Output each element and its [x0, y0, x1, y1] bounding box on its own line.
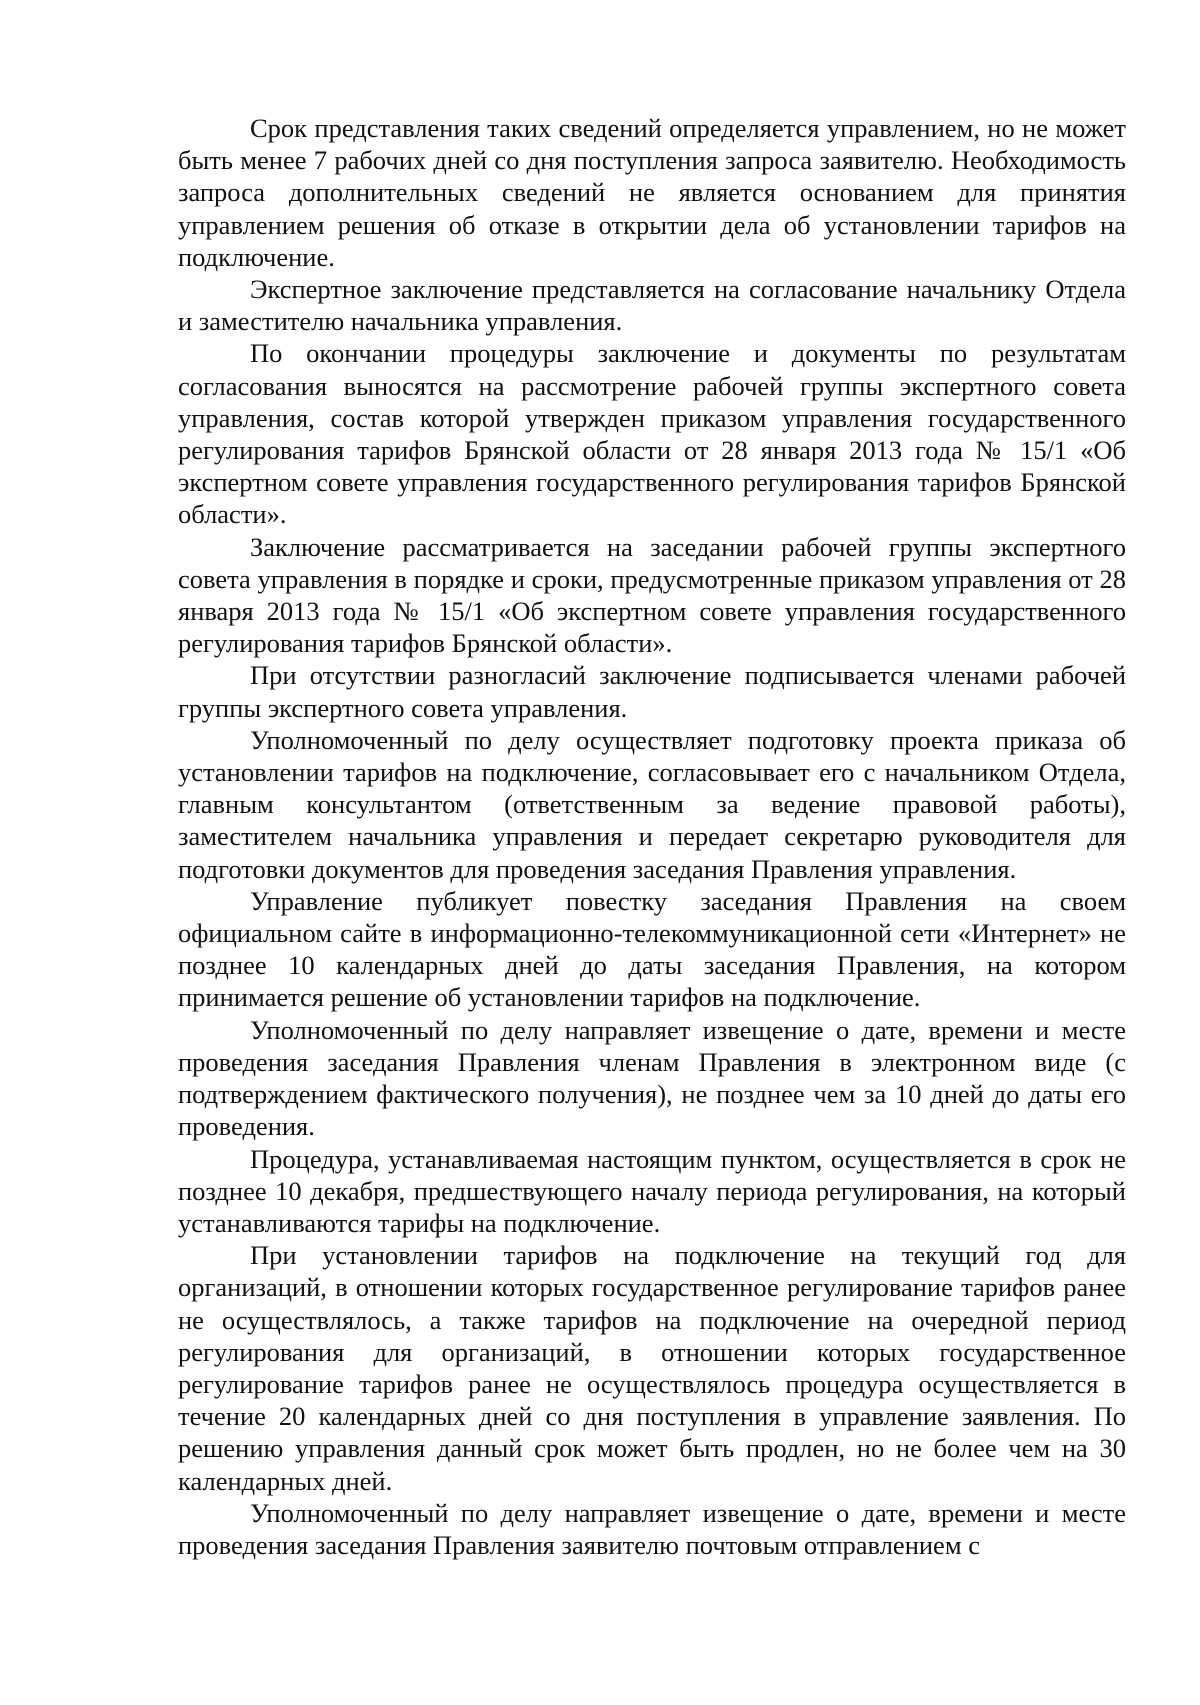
document-body	[178, 112, 1126, 1561]
paragraph: Управление публикует повестку заседания Правления на своем официальном сайте в информационно-телекоммуникационной сети «Интернет» не позднее 10 календарных дней до даты заседания Правления, на котором принимается решение об установлении тарифов на подключение.	[178, 885, 1126, 1013]
paragraph: По окончании процедуры заключение и документы по результатам согласования выносятся на рассмотрение рабочей группы экспертного совета управления, состав которой утвержден приказом управления государственного регулирования тарифов Брянской области от 28 января 2013 года № 15/1 «Об экспертном совете управления государственного регулирования тарифов Брянской области».	[178, 338, 1126, 530]
paragraph: Уполномоченный по делу направляет извещение о дате, времени и месте проведения заседания Правления членам Правления в электронном виде (с подтверждением фактического получения), не позднее чем за 10 дней до даты его проведения.	[178, 1014, 1126, 1142]
paragraph: Экспертное заключение представляется на согласование начальнику Отдела и заместителю начальника управления.	[178, 274, 1126, 337]
paragraph: При установлении тарифов на подключение на текущий год для организаций, в отношении которых государственное регулирование тарифов ранее не осуществлялось, а также тарифов на подключение на очередной период регулирования для организаций, в отношении которых государственное регулирование тарифов ранее не осуществлялось процедура осуществляется в течение 20 календарных дней со дня поступления в управление заявления. По решению управления данный срок может быть продлен, но не более чем на 30 календарных дней.	[178, 1240, 1126, 1496]
paragraph: Заключение рассматривается на заседании рабочей группы экспертного совета управления в порядке и сроки, предусмотренные приказом управления от 28 января 2013 года № 15/1 «Об экспертном совете управления государственного регулирования тарифов Брянской области».	[178, 531, 1126, 659]
paragraph-continued: Уполномоченный по делу направляет извещение о дате, времени и месте проведения заседания Правления заявителю почтовым отправлением с	[178, 1497, 1126, 1560]
paragraph: Уполномоченный по делу осуществляет подготовку проекта приказа об установлении тарифов на подключение, согласовывает его с начальником Отдела, главным консультантом (ответственным за ведение правовой работы), заместителем начальника управления и передает секретарю руководителя для подготовки документов для проведения заседания Правления управления.	[178, 724, 1126, 884]
paragraph: При отсутствии разногласий заключение подписывается членами рабочей группы экспертного совета управления.	[178, 660, 1126, 723]
paragraph: Процедура, устанавливаемая настоящим пунктом, осуществляется в срок не позднее 10 декабря, предшествующего началу периода регулирования, на который устанавливаются тарифы на подключение.	[178, 1143, 1126, 1238]
paragraph: Срок представления таких сведений определяется управлением, но не может быть менее 7 рабочих дней со дня поступления запроса заявителю. Необходимость запроса дополнительных сведений не является основанием для принятия управлением решения об отказе в открытии дела об установлении тарифов на подключение.	[178, 113, 1126, 272]
